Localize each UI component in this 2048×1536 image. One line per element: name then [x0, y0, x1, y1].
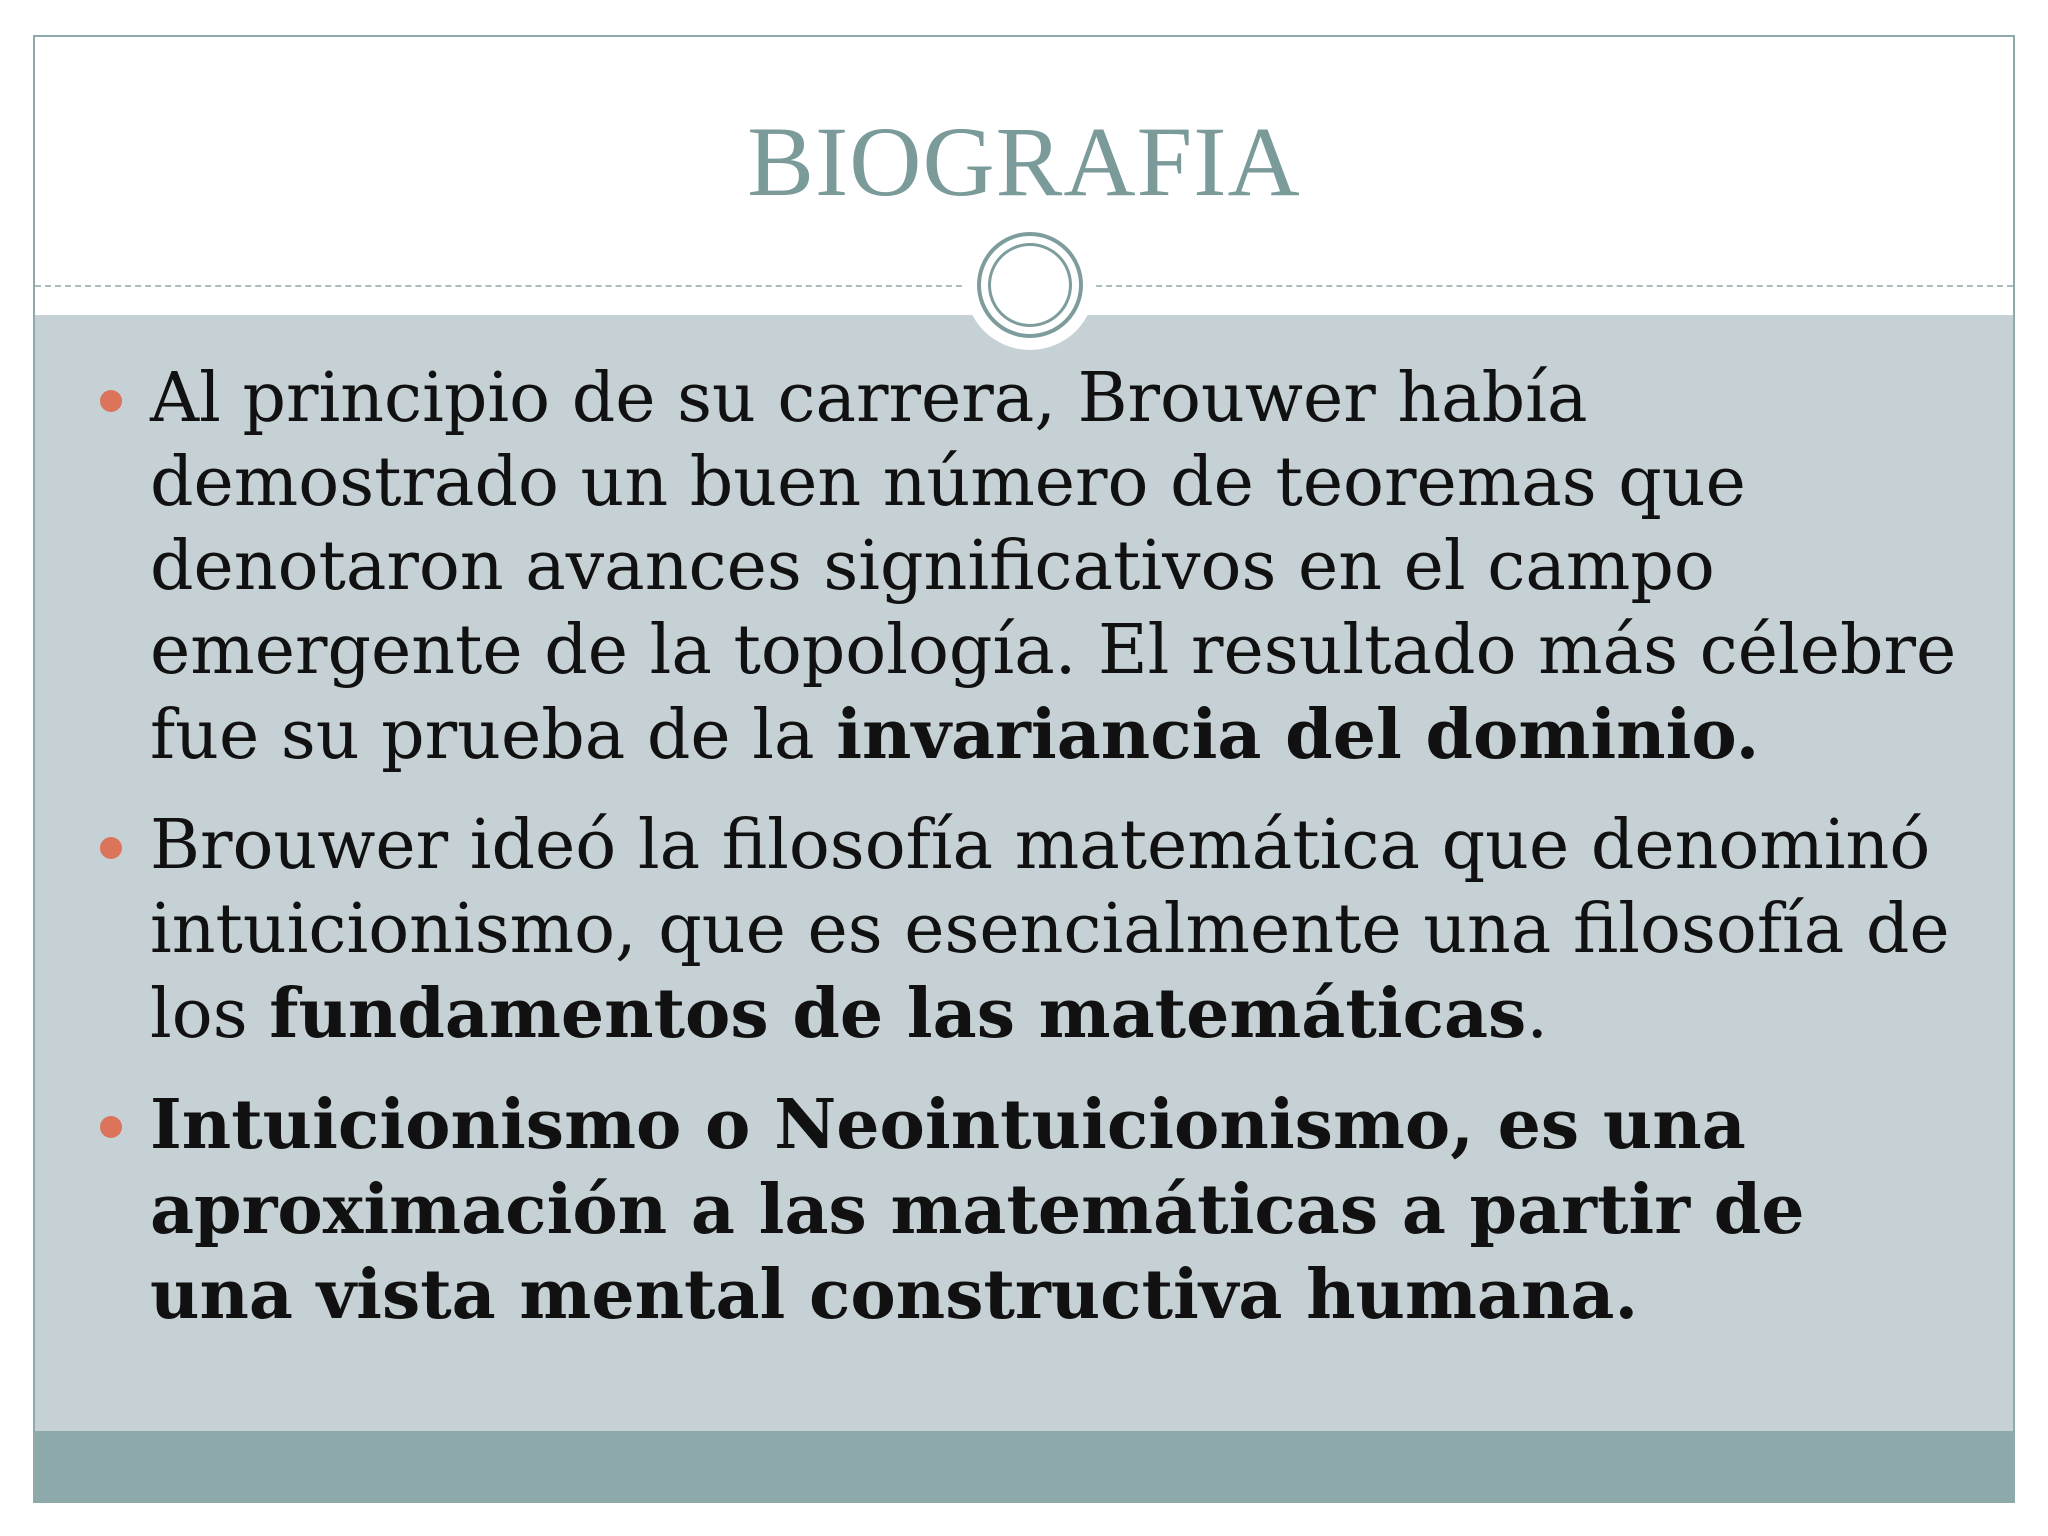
bullet-text	[150, 1083, 1970, 1338]
bullet-item-1	[150, 357, 1970, 778]
bullet-item-2	[150, 804, 1970, 1057]
bullet-text	[150, 804, 1970, 1057]
bullet-text-bold: invariancia del dominio.	[836, 695, 1760, 775]
bullet-text-tail: .	[1526, 975, 1548, 1054]
bullet-text-regular: Brouwer ideó la filosofía matemática que denominó intuicionismo, que es esencialmente una filosofía de los	[150, 806, 1950, 1054]
ornament-outer-ring	[977, 232, 1083, 338]
footer-band	[35, 1431, 2013, 1501]
bullet-list	[150, 357, 1970, 1364]
bullet-dot-icon	[100, 1116, 122, 1138]
circle-ornament-icon	[965, 220, 1095, 350]
bullet-dot-icon	[100, 837, 122, 859]
slide	[33, 35, 2015, 1503]
bullet-text-bold: fundamentos de las matemáticas	[269, 974, 1527, 1054]
ornament-inner-ring	[988, 243, 1072, 327]
bullet-item-3	[150, 1083, 1970, 1338]
bullet-dot-icon	[100, 390, 122, 412]
bullet-text-bold: Intuicionismo o Neointuicionismo, es una aproximación a las matemáticas a partir de una vista mental constructiva humana.	[150, 1085, 1805, 1335]
bullet-text	[150, 357, 1970, 778]
slide-title: BIOGRAFIA	[747, 106, 1301, 217]
bullet-text-regular: Al principio de su carrera, Brouwer había demostrado un buen número de teoremas que denotaron avances significativos en el campo emergente de la topología. El resultado más célebre fue su prueba de la	[150, 359, 1957, 775]
